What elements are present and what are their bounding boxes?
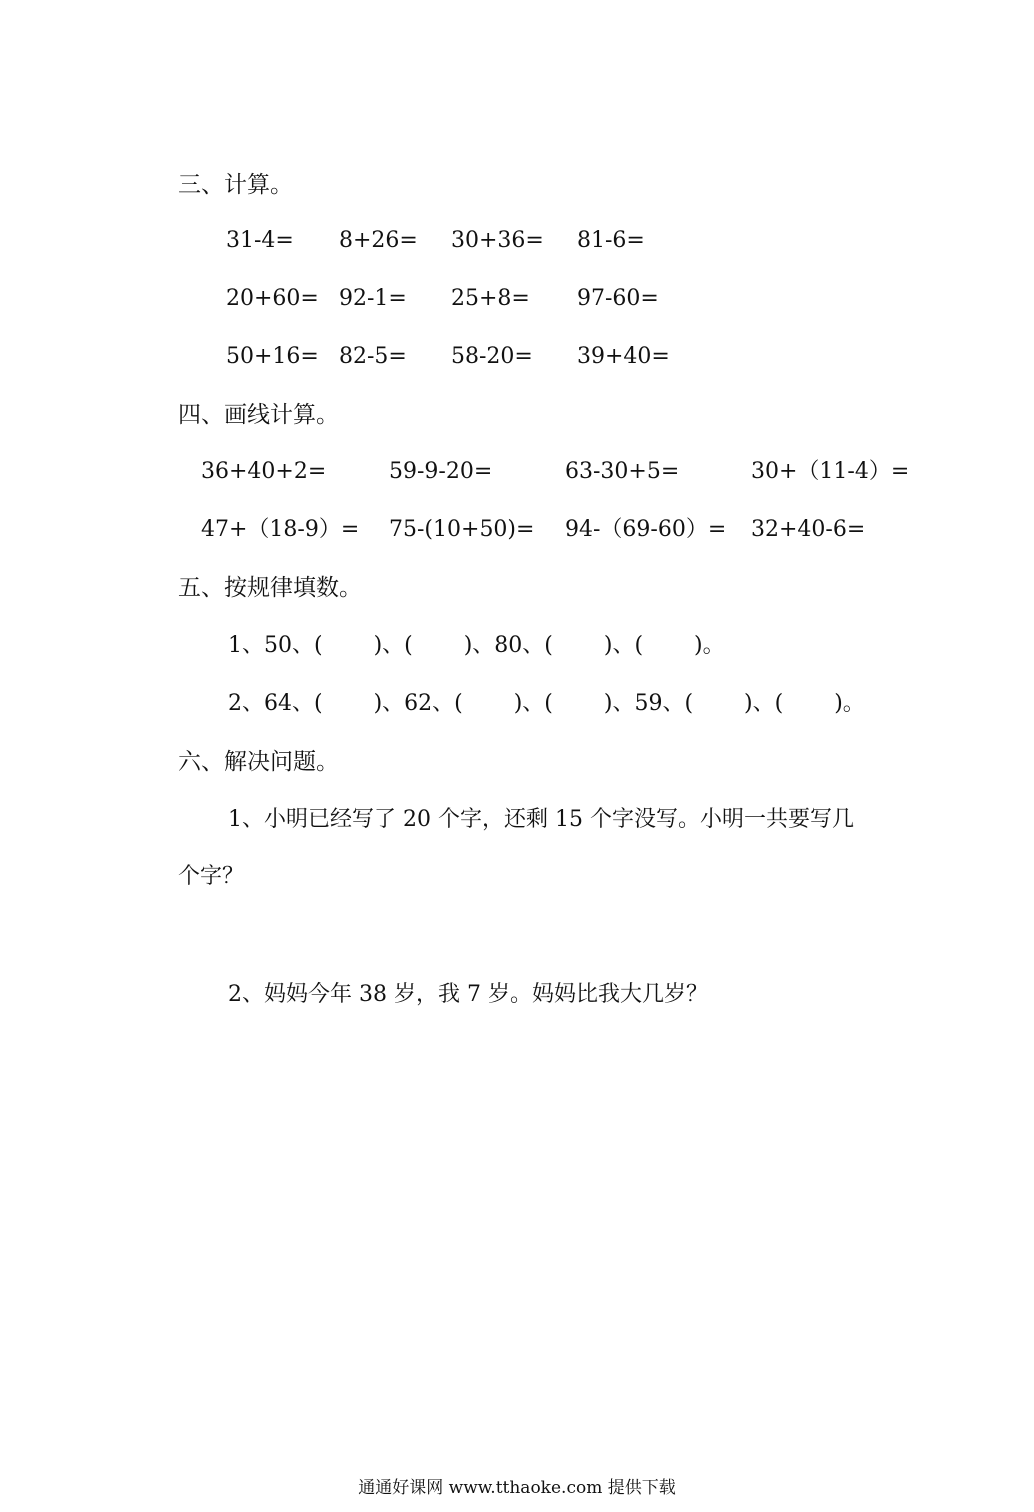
- calc-problem: 32+40-6=: [751, 517, 866, 542]
- calc-problem: 25+8=: [451, 286, 530, 311]
- calc-problem: 63-30+5=: [565, 459, 680, 484]
- calc-problem: 82-5=: [339, 344, 407, 369]
- calc-problem: 50+16=: [226, 344, 319, 369]
- calc-problem: 97-60=: [577, 286, 659, 311]
- section-6-heading: 六、解决问题。: [178, 749, 339, 775]
- calc-problem: 8+26=: [339, 228, 418, 253]
- calc-problem: 30+36=: [451, 228, 544, 253]
- calc-problem: 47+（18-9）=: [201, 517, 360, 542]
- calc-problem: 75-(10+50)=: [389, 517, 535, 542]
- calc-problem: 59-9-20=: [389, 459, 493, 484]
- calc-problem: 94-（69-60）=: [565, 517, 727, 542]
- section-4-heading: 四、画线计算。: [178, 402, 339, 428]
- word-problem-1-continued: 个字？: [178, 864, 245, 889]
- section-3-heading: 三、计算。: [178, 172, 293, 198]
- section-5-heading: 五、按规律填数。: [178, 575, 362, 601]
- sequence-line: 1、50、( )、( )、80、( )、( )。: [228, 633, 725, 658]
- sequence-line: 2、64、( )、62、( )、( )、59、( )、( )。: [228, 691, 865, 716]
- calc-problem: 30+（11-4）=: [751, 459, 910, 484]
- calc-problem: 81-6=: [577, 228, 645, 253]
- calc-problem: 31-4=: [226, 228, 294, 253]
- word-problem-1: 1、小明已经写了 20 个字，还剩 15 个字没写。小明一共要写几: [228, 807, 854, 832]
- word-problem-2: 2、妈妈今年 38 岁，我 7 岁。妈妈比我大几岁？: [228, 982, 708, 1007]
- calc-problem: 39+40=: [577, 344, 670, 369]
- calc-problem: 36+40+2=: [201, 459, 327, 484]
- footer-watermark: 通通好课网 www.tthaoke.com 提供下载: [358, 1478, 676, 1498]
- calc-problem: 92-1=: [339, 286, 407, 311]
- calc-problem: 58-20=: [451, 344, 533, 369]
- calc-problem: 20+60=: [226, 286, 319, 311]
